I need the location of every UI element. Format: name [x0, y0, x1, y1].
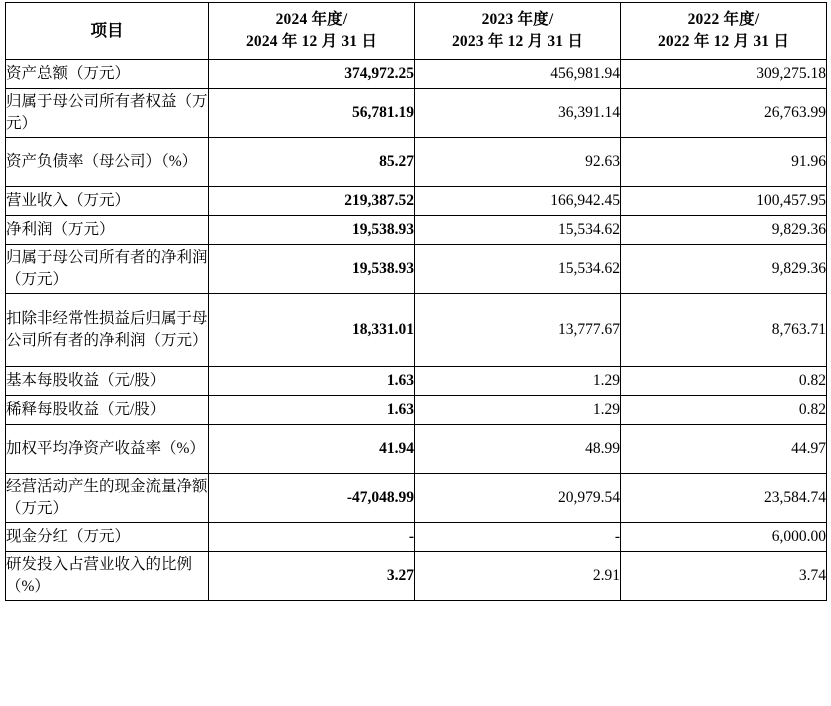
table-row — [6, 552, 827, 601]
table-row — [6, 89, 827, 138]
table-body — [6, 60, 827, 601]
table-header — [6, 3, 827, 60]
row-label: 稀释每股收益（元/股） — [6, 396, 209, 425]
row-value-2023: 13,777.67 — [415, 294, 621, 367]
row-label: 资产总额（万元） — [6, 60, 209, 89]
column-header-2024: 2024 年度/ 2024 年 12 月 31 日 — [209, 3, 415, 60]
table-row — [6, 138, 827, 187]
row-value-2024: 1.63 — [209, 396, 415, 425]
column-header-2023: 2023 年度/ 2023 年 12 月 31 日 — [415, 3, 621, 60]
row-value-2022: 6,000.00 — [621, 523, 827, 552]
row-value-2023: 15,534.62 — [415, 245, 621, 294]
row-value-2022: 8,763.71 — [621, 294, 827, 367]
row-value-2024: - — [209, 523, 415, 552]
table-header-row — [6, 3, 827, 60]
column-header-item: 项目 — [6, 3, 209, 60]
row-value-2023: 1.29 — [415, 396, 621, 425]
row-value-2024: 19,538.93 — [209, 245, 415, 294]
table-row — [6, 60, 827, 89]
financial-summary-table — [5, 2, 827, 601]
row-label: 营业收入（万元） — [6, 187, 209, 216]
row-value-2024: 18,331.01 — [209, 294, 415, 367]
table-row — [6, 245, 827, 294]
row-label: 归属于母公司所有者权益（万元） — [6, 89, 209, 138]
row-value-2023: 1.29 — [415, 367, 621, 396]
row-value-2024: 19,538.93 — [209, 216, 415, 245]
row-label: 净利润（万元） — [6, 216, 209, 245]
row-label: 现金分红（万元） — [6, 523, 209, 552]
row-label: 研发投入占营业收入的比例（%） — [6, 552, 209, 601]
row-value-2022: 44.97 — [621, 425, 827, 474]
row-value-2024: 374,972.25 — [209, 60, 415, 89]
row-value-2023: 15,534.62 — [415, 216, 621, 245]
row-value-2022: 23,584.74 — [621, 474, 827, 523]
row-label: 归属于母公司所有者的净利润（万元） — [6, 245, 209, 294]
row-value-2024: 85.27 — [209, 138, 415, 187]
row-value-2022: 9,829.36 — [621, 216, 827, 245]
table-row — [6, 474, 827, 523]
row-label: 经营活动产生的现金流量净额（万元） — [6, 474, 209, 523]
row-value-2023: 20,979.54 — [415, 474, 621, 523]
row-label: 扣除非经常性损益后归属于母公司所有者的净利润（万元） — [6, 294, 209, 367]
row-value-2022: 3.74 — [621, 552, 827, 601]
row-value-2023: 36,391.14 — [415, 89, 621, 138]
row-value-2022: 0.82 — [621, 367, 827, 396]
table-row — [6, 425, 827, 474]
row-value-2022: 0.82 — [621, 396, 827, 425]
row-label: 资产负债率（母公司）（%） — [6, 138, 209, 187]
row-value-2024: 3.27 — [209, 552, 415, 601]
row-label: 基本每股收益（元/股） — [6, 367, 209, 396]
row-value-2024: 1.63 — [209, 367, 415, 396]
row-value-2023: 48.99 — [415, 425, 621, 474]
row-value-2022: 9,829.36 — [621, 245, 827, 294]
row-value-2023: 92.63 — [415, 138, 621, 187]
table-row — [6, 367, 827, 396]
table-row — [6, 523, 827, 552]
row-value-2024: -47,048.99 — [209, 474, 415, 523]
row-value-2022: 100,457.95 — [621, 187, 827, 216]
column-header-2022: 2022 年度/ 2022 年 12 月 31 日 — [621, 3, 827, 60]
row-value-2023: - — [415, 523, 621, 552]
row-value-2023: 166,942.45 — [415, 187, 621, 216]
row-value-2022: 91.96 — [621, 138, 827, 187]
row-label: 加权平均净资产收益率（%） — [6, 425, 209, 474]
row-value-2023: 2.91 — [415, 552, 621, 601]
row-value-2024: 219,387.52 — [209, 187, 415, 216]
row-value-2023: 456,981.94 — [415, 60, 621, 89]
row-value-2022: 26,763.99 — [621, 89, 827, 138]
table-row — [6, 216, 827, 245]
table-row — [6, 396, 827, 425]
table-row — [6, 294, 827, 367]
row-value-2024: 56,781.19 — [209, 89, 415, 138]
row-value-2024: 41.94 — [209, 425, 415, 474]
row-value-2022: 309,275.18 — [621, 60, 827, 89]
table-row — [6, 187, 827, 216]
